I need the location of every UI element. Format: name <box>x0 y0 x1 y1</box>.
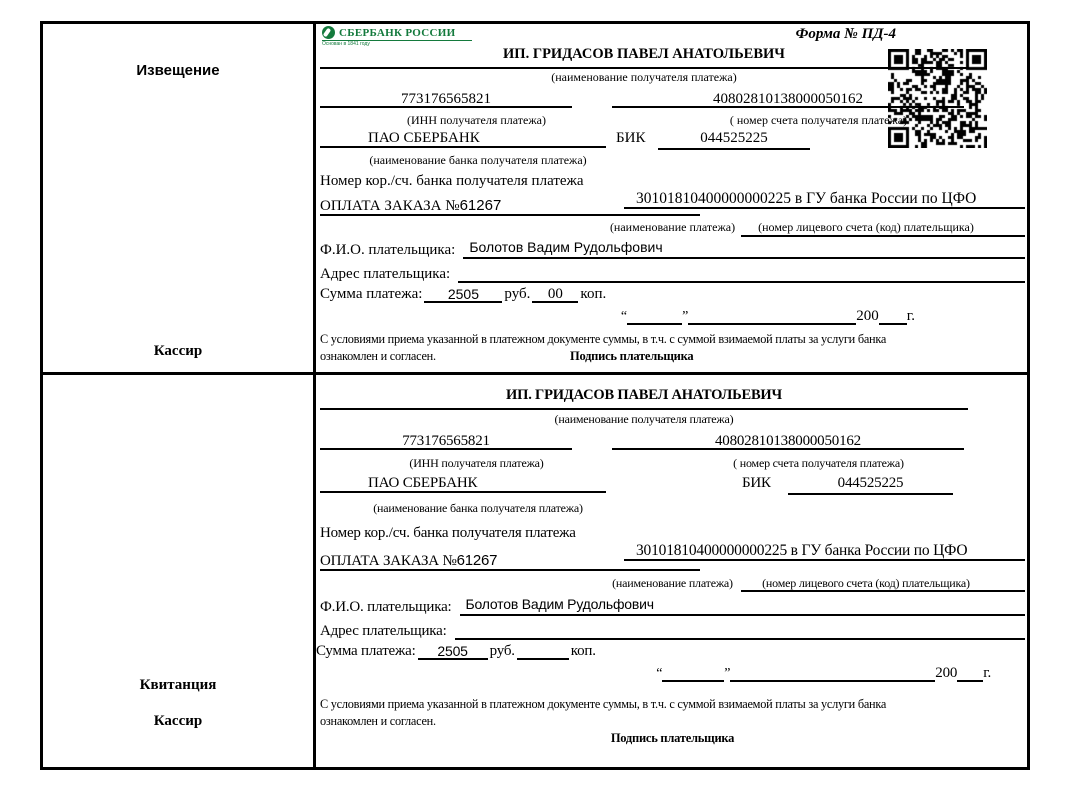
bank-caption: (наименование банка получателя платежа) <box>369 153 587 167</box>
sberbank-logo-subtext: Основан в 1841 году <box>322 41 370 47</box>
open-quote: “ <box>620 309 628 324</box>
purpose-value: 61267 <box>459 197 502 214</box>
kop-label: коп. <box>580 286 607 302</box>
sberbank-logo-text: СБЕРБАНК РОССИИ <box>339 26 456 39</box>
corr-label-2: Номер кор./сч. банка получателя платежа <box>320 525 576 541</box>
notice-label: Извещение <box>136 62 220 79</box>
bank-name: ПАО СБЕРБАНК <box>320 130 606 148</box>
payee-name-caption: (наименование получателя платежа) <box>551 70 737 84</box>
rub-label-2: руб. <box>489 643 515 659</box>
receipt-left-cell <box>43 375 313 767</box>
inn-caption-2: (ИНН получателя платежа) <box>409 456 544 470</box>
close-quote: ” <box>682 309 689 324</box>
cashier-label-top: Кассир <box>153 343 203 359</box>
payee-name: ИП. ГРИДАСОВ ПАВЕЛ АНАТОЛЬЕВИЧ <box>320 46 968 69</box>
payee-inn: 773176565821 <box>320 91 572 108</box>
bik-value-2: 044525225 <box>788 475 953 495</box>
sum-rub-value: 2505 <box>424 286 502 303</box>
bik-label-2: БИК <box>742 475 771 491</box>
sum-kop-value-2 <box>517 643 569 660</box>
address-label: Адрес плательщика: <box>320 266 451 282</box>
bank-name-2: ПАО СБЕРБАНК <box>320 475 606 493</box>
date-line <box>621 308 915 325</box>
kop-label-2: коп. <box>570 643 596 659</box>
year-suffix: г. <box>906 308 915 324</box>
address-label-2: Адрес плательщика: <box>320 623 447 639</box>
payee-name-caption-2: (наименование получателя платежа) <box>554 412 734 426</box>
account-caption-2: ( номер счета получателя платежа) <box>733 456 904 470</box>
terms-line1-2: С условиями приема указанной в платежном документе суммы, в т.ч. с суммой взимаемой платы за услуги банка <box>320 697 887 711</box>
corr-label: Номер кор./сч. банка получателя платежа <box>320 173 584 189</box>
payee-account-2: 40802810138000050162 <box>612 433 964 450</box>
sum-kop-value: 00 <box>532 286 578 303</box>
sum-label: Сумма платежа: <box>320 286 423 302</box>
purpose-label: ОПЛАТА ЗАКАЗА № <box>320 198 460 214</box>
terms-line2: ознакомлен и согласен. <box>320 349 436 363</box>
sum-label-2: Сумма платежа: <box>316 643 416 659</box>
address-value <box>458 263 1025 283</box>
purpose-value-2: 61267 <box>456 552 498 569</box>
purpose-caption: (наименование платежа) <box>609 220 736 234</box>
payee-account: 40802810138000050162 <box>612 91 964 108</box>
form-number: Форма № ПД-4 <box>795 26 896 42</box>
corr-value: 30101810400000000225 в ГУ банка России по ЦФО <box>624 190 1025 209</box>
year-prefix-2: 200 <box>935 665 958 681</box>
notice-left-cell <box>43 24 313 372</box>
close-quote-2: ” <box>724 666 731 681</box>
purpose-label-2: ОПЛАТА ЗАКАЗА № <box>320 553 457 569</box>
receipt-section <box>316 375 1027 767</box>
purpose-caption-2: (наименование платежа) <box>612 576 733 590</box>
year-prefix: 200 <box>856 308 879 324</box>
fio-value-2: Болотов Вадим Рудольфович <box>460 596 1025 616</box>
sum-rub-value-2: 2505 <box>418 643 488 660</box>
account-caption: ( номер счета получателя платежа) <box>729 113 908 127</box>
cashier-label-bottom: Кассир <box>153 713 203 729</box>
fio-value: Болотов Вадим Рудольфович <box>463 239 1025 259</box>
fio-label-2: Ф.И.О. плательщика: <box>320 599 452 615</box>
open-quote-2: “ <box>656 666 663 681</box>
personal-caption-2: (номер лицевого счета (код) плательщика) <box>762 576 970 590</box>
bank-caption-2: (наименование банка получателя платежа) <box>373 501 583 515</box>
receipt-label: Квитанция <box>139 677 217 693</box>
bik-value: 044525225 <box>658 130 810 150</box>
personal-caption: (номер лицевого счета (код) плательщика) <box>758 220 974 234</box>
bik-label: БИК <box>616 130 646 146</box>
form-border <box>40 21 1030 770</box>
corr-value-2: 30101810400000000225 в ГУ банка России по ЦФО <box>624 542 1025 561</box>
signature-label: Подпись плательщика <box>570 349 694 363</box>
address-value-2 <box>455 620 1025 640</box>
fio-label: Ф.И.О. плательщика: <box>320 242 456 258</box>
date-line-2 <box>656 665 991 682</box>
terms-line2-2: ознакомлен и согласен. <box>320 714 436 728</box>
signature-label-2: Подпись плательщика <box>610 731 735 745</box>
terms-line1: С условиями приема указанной в платежном документе суммы, в т.ч. с суммой взимаемой платы за услуги банка <box>320 332 887 346</box>
year-suffix-2: г. <box>983 665 991 681</box>
payee-inn-2: 773176565821 <box>320 433 572 450</box>
terms-line2-row <box>320 349 1025 364</box>
payee-name-2: ИП. ГРИДАСОВ ПАВЕЛ АНАТОЛЬЕВИЧ <box>320 387 968 410</box>
rub-label: руб. <box>504 286 531 302</box>
inn-caption: (ИНН получателя платежа) <box>407 113 546 127</box>
notice-section <box>316 24 1027 372</box>
